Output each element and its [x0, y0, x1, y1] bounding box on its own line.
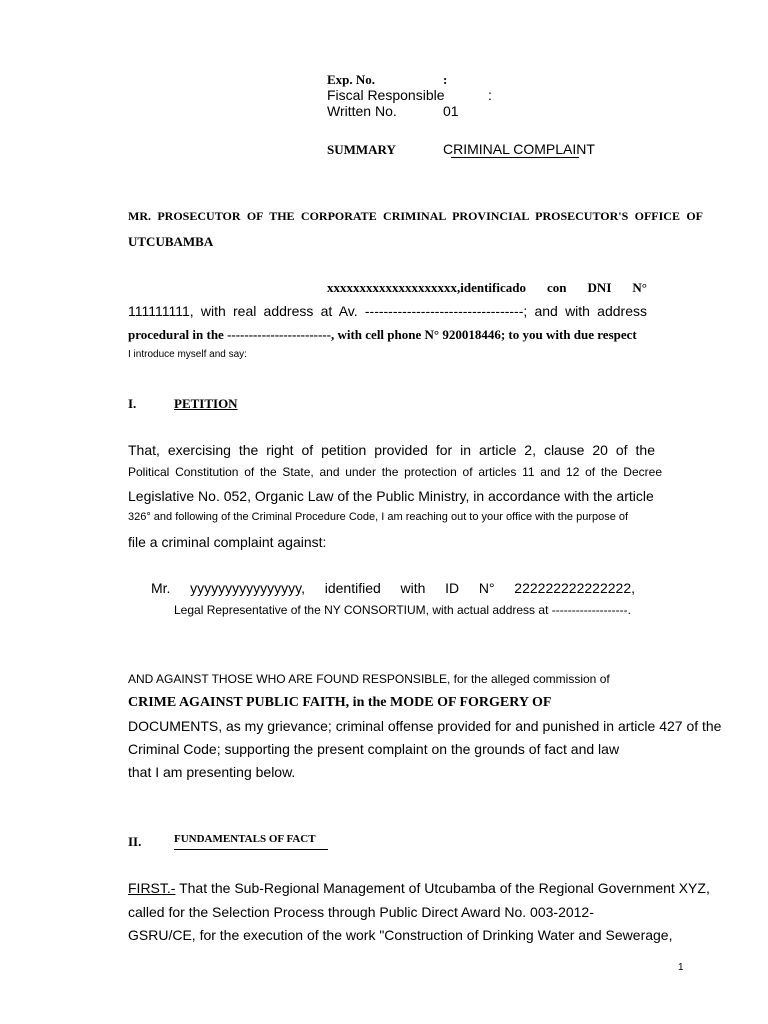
- first-label: FIRST.-: [128, 880, 176, 896]
- crime-line: CRIME AGAINST PUBLIC FAITH, in the MODE OF FORGERY OF: [128, 695, 552, 710]
- addressee-line-1: MR. PROSECUTOR OF THE CORPORATE CRIMINAL PROVINCIAL PROSECUTOR'S OFFICE OF: [128, 209, 703, 223]
- first-line-3: GSRU/CE, for the execution of the work "Construction of Drinking Water and Sewerage,: [128, 927, 673, 943]
- complainant-line: xxxxxxxxxxxxxxxxxxxx,identificado con DNI N°: [327, 280, 647, 295]
- first-line-1: [128, 880, 710, 896]
- petition-line-5: file a criminal complaint against:: [128, 534, 327, 550]
- intro-line-2: 111111111, with real address at Av. ----------------------------------; and with address: [128, 303, 647, 319]
- petition-line-4: 326° and following of the Criminal Procedure Code, I am reaching out to your office with the purpose of: [128, 511, 629, 523]
- section-2-title: FUNDAMENTALS OF FACT: [174, 833, 316, 845]
- fiscal-responsible-colon: :: [488, 87, 492, 103]
- exp-no-colon: :: [443, 72, 448, 87]
- written-no-label: Written No.: [327, 103, 397, 119]
- defendant-line-1: Mr. yyyyyyyyyyyyyyyy, identified with ID N° 222222222222222,: [151, 580, 635, 596]
- written-no-value: 01: [443, 103, 459, 119]
- summary-label: SUMMARY: [327, 142, 396, 157]
- first-line-1-text: That the Sub-Regional Management of Utcubamba of the Regional Government XYZ,: [175, 880, 710, 896]
- intro-line-4: I introduce myself and say:: [128, 349, 247, 360]
- fiscal-responsible-label: Fiscal Responsible: [327, 87, 445, 103]
- section-1-number: I.: [128, 396, 137, 411]
- summary-value: CRIMINAL COMPLAINT: [443, 141, 595, 157]
- section-1-title: PETITION: [174, 396, 238, 411]
- summary-underline: [451, 157, 579, 158]
- defendant-line-2: Legal Representative of the NY CONSORTIUM, with actual address at -------------------.: [174, 603, 631, 617]
- responsible-line-1: AND AGAINST THOSE WHO ARE FOUND RESPONSIBLE, for the alleged commission of: [128, 672, 610, 686]
- section-2-number: II.: [128, 834, 142, 849]
- exp-no-label: Exp. No.: [327, 72, 376, 87]
- first-line-2: called for the Selection Process through Public Direct Award No. 003-2012-: [128, 904, 594, 920]
- section-2-underline: [174, 849, 328, 850]
- page-number: 1: [678, 962, 684, 973]
- responsible-line-4: Criminal Code; supporting the present complaint on the grounds of fact and law: [128, 741, 620, 757]
- petition-line-3: Legislative No. 052, Organic Law of the Public Ministry, in accordance with the article: [128, 488, 654, 504]
- addressee-line-2: UTCUBAMBA: [128, 234, 214, 249]
- petition-line-2: Political Constitution of the State, and under the protection of articles 11 and 12 of the Decree: [128, 465, 662, 479]
- intro-line-3: procedural in the ------------------------, with cell phone N° 920018446; to you with due respect: [128, 327, 637, 342]
- petition-line-1: That, exercising the right of petition provided for in article 2, clause 20 of the: [128, 442, 655, 458]
- responsible-line-3: DOCUMENTS, as my grievance; criminal offense provided for and punished in article 427 of the: [128, 718, 722, 734]
- responsible-line-5: that I am presenting below.: [128, 764, 296, 780]
